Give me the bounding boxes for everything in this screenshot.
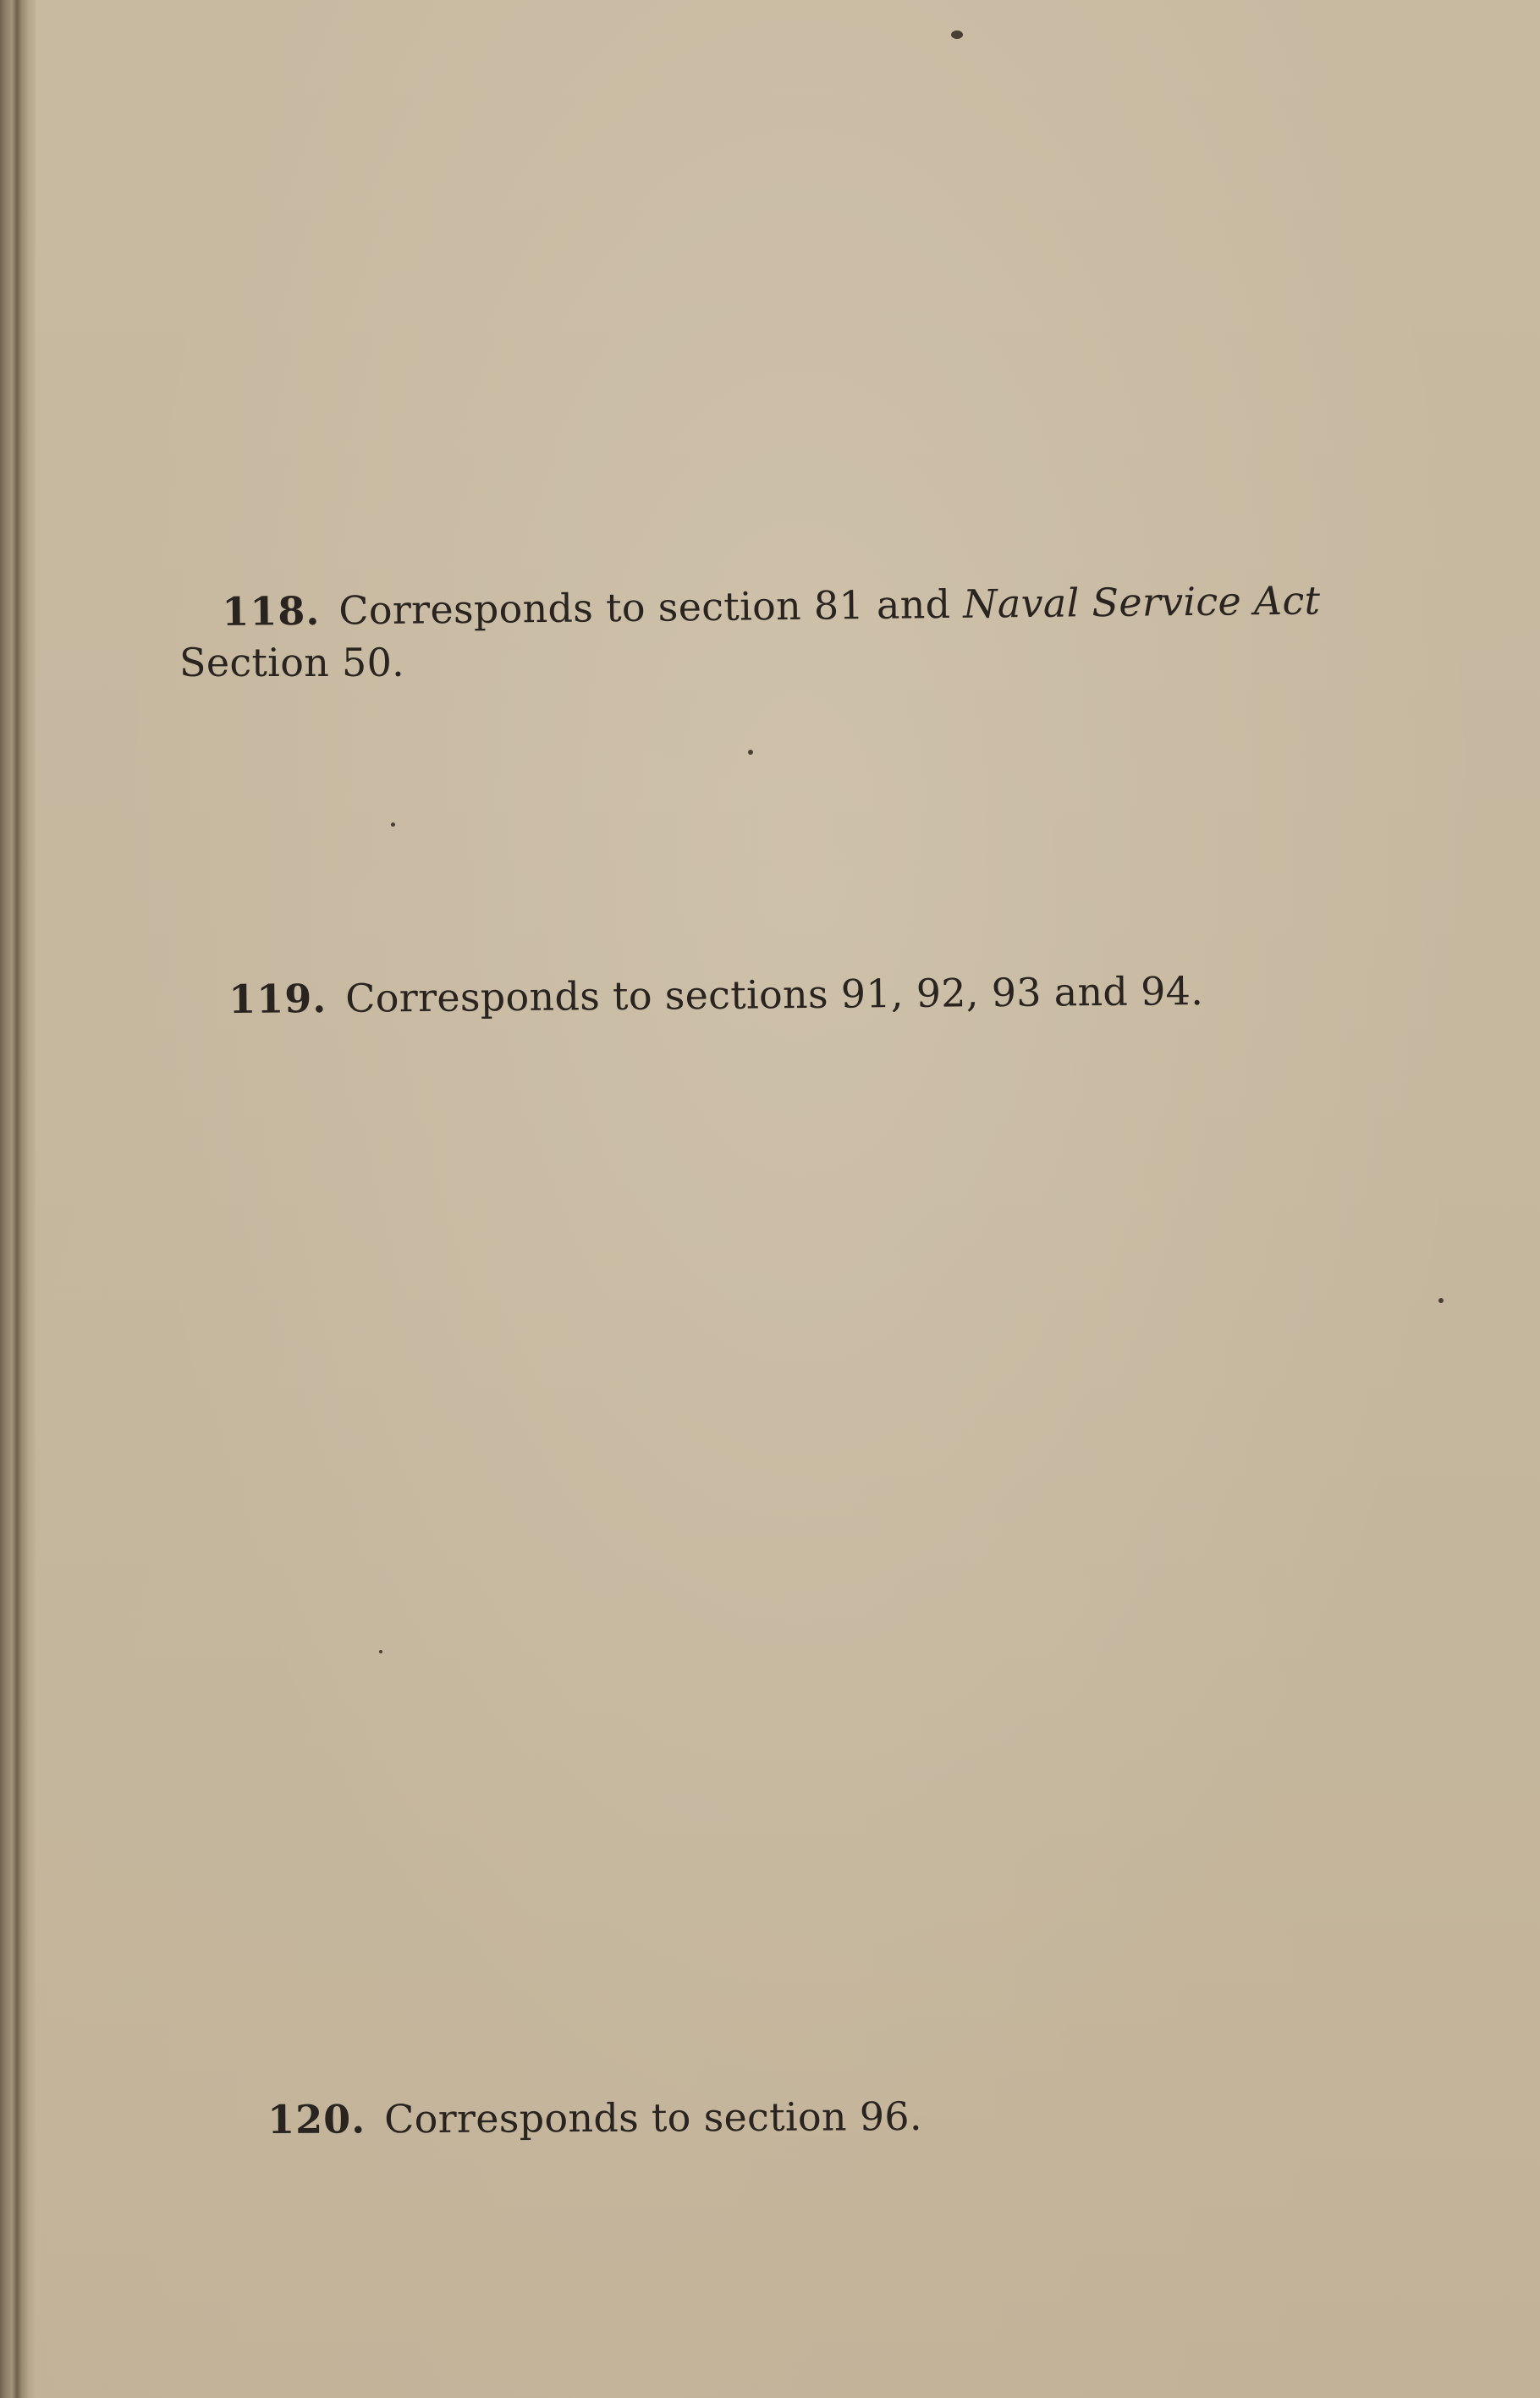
paper-speck	[1438, 1298, 1444, 1303]
entry-italic-text: Naval Service Act	[962, 577, 1321, 627]
entry-119	[228, 966, 1203, 1024]
entry-118	[222, 575, 1321, 636]
entry-number: 119.	[228, 975, 327, 1022]
entry-text: Section 50.	[179, 640, 405, 685]
entry-120	[267, 2092, 922, 2144]
entry-118-continuation	[179, 638, 404, 687]
paper-speck	[951, 30, 963, 39]
entry-text: Corresponds to section 81 and	[338, 580, 964, 634]
entry-number: 120.	[267, 2096, 366, 2142]
entry-number: 118.	[222, 587, 321, 635]
book-gutter	[0, 0, 36, 2398]
paper-speck	[379, 1650, 382, 1653]
entry-text: Corresponds to sections 91, 92, 93 and 94.	[345, 967, 1204, 1021]
paper-speck	[391, 822, 395, 827]
paper-speck	[748, 750, 753, 755]
entry-text: Corresponds to section 96.	[384, 2093, 922, 2142]
